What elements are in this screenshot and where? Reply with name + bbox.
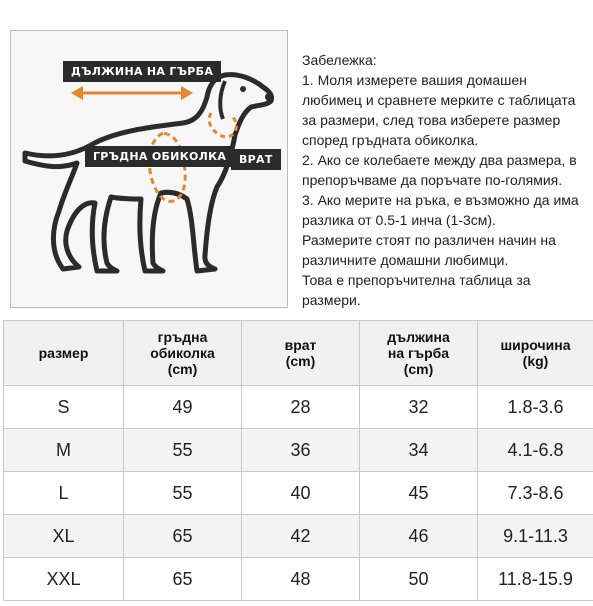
header-neck: врат (cm) bbox=[242, 321, 360, 386]
cell-chest: 65 bbox=[124, 515, 242, 558]
notes-line: за размери, след това изберете размер bbox=[302, 112, 561, 128]
notes-block bbox=[302, 50, 593, 310]
notes-line: любимец и сравнете мерките с таблицата bbox=[302, 92, 576, 108]
table-row bbox=[4, 558, 593, 601]
table-row bbox=[4, 472, 593, 515]
cell-width: 9.1-11.3 bbox=[478, 515, 593, 558]
notes-line: 2. Ако се колебаете между два размера, в bbox=[302, 152, 577, 168]
notes-line: според гръдната обиколка. bbox=[302, 132, 479, 148]
cell-width: 11.8-15.9 bbox=[478, 558, 593, 601]
header-chest: гръдна обиколка (cm) bbox=[124, 321, 242, 386]
table-row bbox=[4, 429, 593, 472]
notes-line: 3. Ако мерите на ръка, е възможно да има bbox=[302, 192, 579, 208]
cell-size: S bbox=[4, 386, 124, 429]
cell-back-length: 34 bbox=[360, 429, 478, 472]
table-row bbox=[4, 515, 593, 558]
cell-width: 1.8-3.6 bbox=[478, 386, 593, 429]
cell-size: M bbox=[4, 429, 124, 472]
cell-chest: 65 bbox=[124, 558, 242, 601]
cell-back-length: 50 bbox=[360, 558, 478, 601]
back-length-arrow bbox=[71, 86, 193, 100]
cell-chest: 55 bbox=[124, 472, 242, 515]
cell-back-length: 32 bbox=[360, 386, 478, 429]
dog-outline bbox=[25, 75, 272, 271]
notes-line: разлика от 0.5-1 инча (1-3см). bbox=[302, 212, 496, 228]
notes-line: размери. bbox=[302, 292, 361, 308]
dog-ear bbox=[220, 81, 225, 119]
cell-neck: 48 bbox=[242, 558, 360, 601]
header-back-length: дължина на гърба (cm) bbox=[360, 321, 478, 386]
cell-chest: 49 bbox=[124, 386, 242, 429]
notes-line: различните домашни любимци. bbox=[302, 252, 509, 268]
cell-neck: 42 bbox=[242, 515, 360, 558]
measurement-illustration bbox=[10, 30, 288, 308]
notes-line: препоръчваме да поръчате по-голямия. bbox=[302, 172, 563, 188]
cell-back-length: 46 bbox=[360, 515, 478, 558]
back-length-label: ДЪЛЖИНА НА ГЪРБА bbox=[63, 61, 221, 82]
cell-neck: 28 bbox=[242, 386, 360, 429]
cell-neck: 36 bbox=[242, 429, 360, 472]
notes-line: Това е препоръчителна таблица за bbox=[302, 272, 531, 288]
cell-width: 4.1-6.8 bbox=[478, 429, 593, 472]
neck-label: ВРАТ bbox=[231, 149, 281, 170]
dog-eye bbox=[240, 86, 246, 92]
cell-chest: 55 bbox=[124, 429, 242, 472]
cell-width: 7.3-8.6 bbox=[478, 472, 593, 515]
cell-back-length: 45 bbox=[360, 472, 478, 515]
notes-line: Забележка: bbox=[302, 52, 377, 68]
table-row bbox=[4, 386, 593, 429]
cell-size: L bbox=[4, 472, 124, 515]
dog-nose bbox=[265, 93, 273, 101]
cell-neck: 40 bbox=[242, 472, 360, 515]
cell-size: XXL bbox=[4, 558, 124, 601]
chest-girth-label: ГРЪДНА ОБИКОЛКА bbox=[85, 146, 234, 167]
notes-line: 1. Моля измерете вашия домашен bbox=[302, 72, 527, 88]
header-width: широчина (kg) bbox=[478, 321, 593, 386]
cell-size: XL bbox=[4, 515, 124, 558]
notes-line: Размерите стоят по различен начин на bbox=[302, 232, 556, 248]
size-chart-table bbox=[3, 320, 593, 601]
header-size: размер bbox=[4, 321, 124, 386]
table-header-row bbox=[4, 321, 593, 386]
